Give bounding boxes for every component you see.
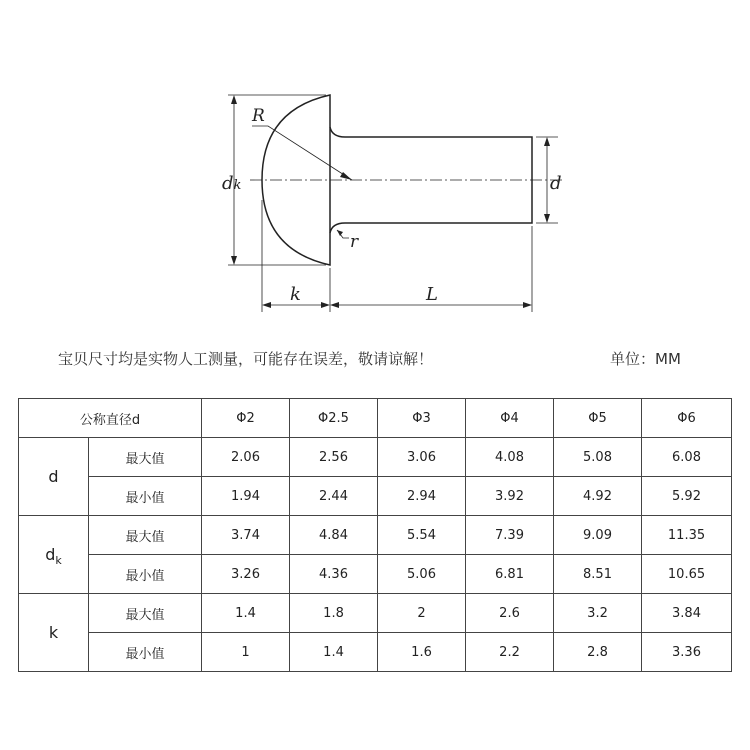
table-cell: 2.06 <box>202 438 290 477</box>
table-cell: 5.08 <box>554 438 642 477</box>
table-cell: 3.92 <box>466 477 554 516</box>
row-label: 最小值 <box>89 633 202 672</box>
table-cell: 3.06 <box>378 438 466 477</box>
table-cell: 4.84 <box>290 516 378 555</box>
label-k: k <box>290 284 301 305</box>
table-cell: 2.44 <box>290 477 378 516</box>
param-k: k <box>19 594 89 672</box>
header-size: Φ2 <box>202 399 290 438</box>
table-cell: 4.92 <box>554 477 642 516</box>
param-d: d <box>19 438 89 516</box>
table-cell: 2.8 <box>554 633 642 672</box>
header-label: 公称直径d <box>19 399 202 438</box>
table-row <box>19 594 732 633</box>
header-size: Φ6 <box>642 399 732 438</box>
table-cell: 3.36 <box>642 633 732 672</box>
table-cell: 6.81 <box>466 555 554 594</box>
header-size: Φ2.5 <box>290 399 378 438</box>
table-cell: 3.2 <box>554 594 642 633</box>
table-cell: 3.84 <box>642 594 732 633</box>
table-cell: 3.74 <box>202 516 290 555</box>
table-cell: 5.92 <box>642 477 732 516</box>
label-R: R <box>252 106 265 126</box>
table-row <box>19 555 732 594</box>
unit-label: 单位：MM <box>610 350 681 368</box>
table-row <box>19 633 732 672</box>
table-cell: 11.35 <box>642 516 732 555</box>
row-label: 最小值 <box>89 555 202 594</box>
table-cell: 2 <box>378 594 466 633</box>
measurement-disclaimer: 宝贝尺寸均是实物人工测量，可能存在误差，敬请谅解！ <box>58 350 434 368</box>
table-cell: 2.6 <box>466 594 554 633</box>
header-size: Φ5 <box>554 399 642 438</box>
table-cell: 1.8 <box>290 594 378 633</box>
table-cell: 7.39 <box>466 516 554 555</box>
table-cell: 8.51 <box>554 555 642 594</box>
row-label: 最大值 <box>89 594 202 633</box>
table-cell: 9.09 <box>554 516 642 555</box>
param-dk: $d_k$ <box>19 516 89 594</box>
table-cell: 5.06 <box>378 555 466 594</box>
table-cell: 3.26 <box>202 555 290 594</box>
row-label: 最大值 <box>89 438 202 477</box>
table-cell: 10.65 <box>642 555 732 594</box>
table-cell: 1 <box>202 633 290 672</box>
table-cell: 1.94 <box>202 477 290 516</box>
header-size: Φ4 <box>466 399 554 438</box>
rivet-technical-drawing <box>0 0 750 330</box>
table-cell: 4.08 <box>466 438 554 477</box>
row-label: 最大值 <box>89 516 202 555</box>
table-row <box>19 438 732 477</box>
spec-table <box>18 398 732 672</box>
label-r: r <box>350 232 359 252</box>
table-cell: 2.94 <box>378 477 466 516</box>
table-cell: 1.6 <box>378 633 466 672</box>
table-cell: 2.2 <box>466 633 554 672</box>
table-row <box>19 477 732 516</box>
table-cell: 6.08 <box>642 438 732 477</box>
R-leader <box>252 126 352 180</box>
label-L: L <box>426 284 438 305</box>
table-cell: 2.56 <box>290 438 378 477</box>
label-dk: dk <box>222 173 242 194</box>
table-cell: 1.4 <box>202 594 290 633</box>
row-label: 最小值 <box>89 477 202 516</box>
table-header-row <box>19 399 732 438</box>
header-size: Φ3 <box>378 399 466 438</box>
label-d: d <box>550 173 562 194</box>
table-cell: 5.54 <box>378 516 466 555</box>
table-cell: 1.4 <box>290 633 378 672</box>
table-row <box>19 516 732 555</box>
table-cell: 4.36 <box>290 555 378 594</box>
